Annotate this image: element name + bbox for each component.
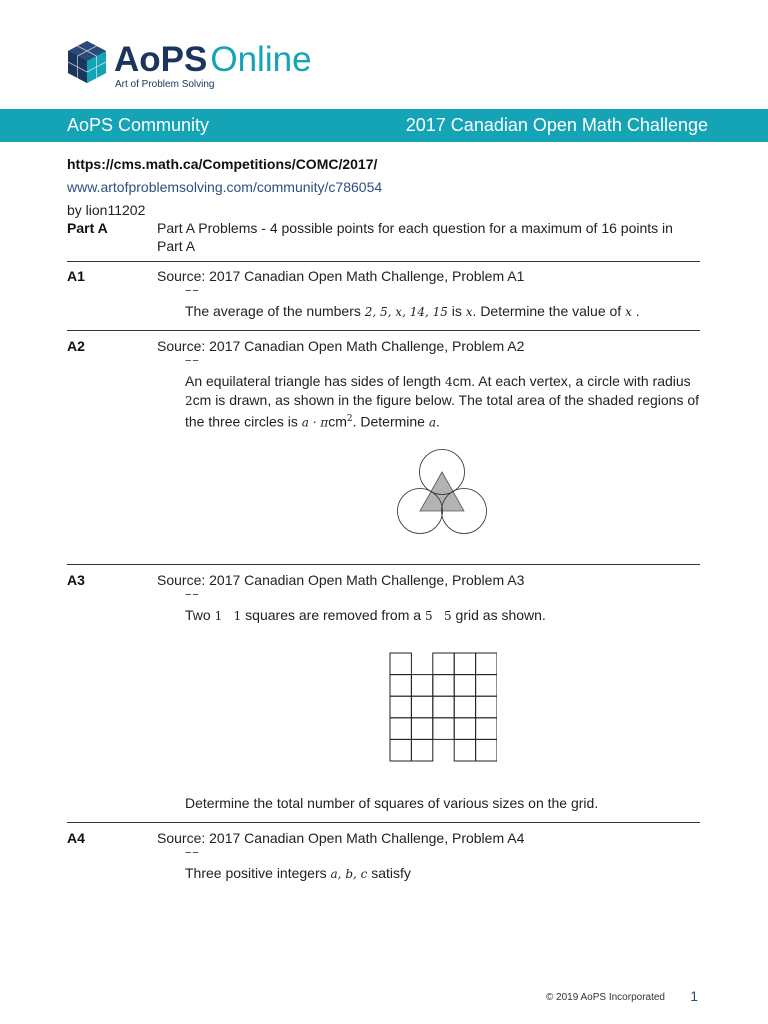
text: the three circles is bbox=[185, 413, 302, 430]
problem-statement bbox=[185, 606, 700, 625]
problem-source: Source: 2017 Canadian Open Math Challenge, Problem A1 bbox=[157, 268, 525, 284]
divider bbox=[67, 564, 700, 565]
text: Two bbox=[185, 607, 215, 623]
circles-triangle-figure bbox=[392, 443, 492, 543]
problem-statement bbox=[185, 302, 700, 321]
math-var: a bbox=[428, 415, 437, 430]
grid-cell bbox=[411, 718, 432, 740]
problem-a3 bbox=[67, 571, 700, 816]
header-banner bbox=[0, 109, 768, 142]
text: is bbox=[447, 303, 466, 319]
math-numbers: 2, 5, x, 14, 15 bbox=[364, 305, 448, 319]
problem-source: Source: 2017 Canadian Open Math Challenge, Problem A2 bbox=[157, 338, 525, 354]
text: . Determine bbox=[352, 413, 429, 430]
grid-cell bbox=[454, 653, 475, 675]
text: satisfy bbox=[367, 865, 411, 881]
grid-cell bbox=[454, 696, 475, 718]
grid-cell bbox=[433, 696, 454, 718]
separator-dash: −− bbox=[185, 285, 200, 297]
math-var: x bbox=[465, 305, 473, 319]
community-link[interactable]: www.artofproblemsolving.com/community/c786054 bbox=[67, 179, 383, 195]
text: An equilateral triangle has sides of length bbox=[185, 373, 445, 389]
separator-dash: −− bbox=[185, 355, 200, 367]
contest-title: 2017 Canadian Open Math Challenge bbox=[405, 115, 708, 135]
grid-cell bbox=[433, 718, 454, 740]
text: . bbox=[631, 303, 640, 319]
math-expr: a, b, c bbox=[330, 867, 368, 881]
grid-cell bbox=[454, 675, 475, 697]
grid-cell bbox=[454, 739, 475, 761]
problem-statement bbox=[185, 372, 700, 432]
brand-wordmark bbox=[114, 40, 312, 80]
community-title: AoPS Community bbox=[67, 115, 210, 135]
grid-cell bbox=[476, 739, 497, 761]
problem-a2 bbox=[67, 337, 700, 557]
aops-logo bbox=[66, 37, 326, 93]
math-number: 4 bbox=[444, 375, 453, 389]
math-expr: 5 5 bbox=[424, 609, 452, 623]
math-expr: a · π bbox=[301, 415, 329, 430]
problem-source: Source: 2017 Canadian Open Math Challenge, Problem A3 bbox=[157, 572, 525, 588]
grid-cell bbox=[390, 696, 411, 718]
problem-question: Determine the total number of squares of various sizes on the grid. bbox=[185, 795, 599, 811]
grid-cell bbox=[390, 739, 411, 761]
text: cm is drawn, as shown in the figure below. The total area of the shaded regions of bbox=[192, 392, 700, 408]
grid-cell bbox=[433, 653, 454, 675]
aops-cube-icon bbox=[66, 39, 108, 85]
grid-cell bbox=[454, 718, 475, 740]
grid-cell bbox=[476, 718, 497, 740]
problem-a4 bbox=[67, 829, 700, 889]
grid-cell bbox=[390, 718, 411, 740]
grid-cell bbox=[433, 675, 454, 697]
problem-statement bbox=[185, 864, 700, 883]
part-a-section bbox=[67, 219, 700, 255]
brand-tagline: Art of Problem Solving bbox=[115, 79, 215, 90]
text: squares are removed from a bbox=[241, 607, 425, 623]
text: cm. At each vertex, a circle with radius bbox=[452, 373, 691, 389]
grid-cell bbox=[411, 696, 432, 718]
math-sup: 2 bbox=[346, 414, 353, 424]
brand-light: Online bbox=[210, 40, 312, 79]
grid-cell bbox=[476, 696, 497, 718]
separator-dash: −− bbox=[185, 589, 200, 601]
part-a-text: Part A Problems - 4 possible points for each question for a maximum of 16 points in Part A bbox=[157, 220, 673, 254]
math-number: 2 bbox=[185, 394, 193, 408]
grid-cell bbox=[390, 653, 411, 675]
copyright: © 2019 AoPS Incorporated bbox=[545, 992, 665, 1003]
math-var: x bbox=[625, 305, 632, 319]
text: . bbox=[436, 413, 440, 430]
divider bbox=[67, 330, 700, 331]
text: cm bbox=[328, 413, 347, 430]
text: Three positive integers bbox=[185, 865, 331, 881]
part-a-label: Part A bbox=[67, 220, 108, 236]
grid-figure bbox=[389, 652, 497, 763]
problem-source: Source: 2017 Canadian Open Math Challenge, Problem A4 bbox=[157, 830, 525, 846]
grid-cell bbox=[411, 675, 432, 697]
separator-dash: −− bbox=[185, 847, 200, 859]
problem-label: A3 bbox=[67, 572, 85, 588]
problem-label: A2 bbox=[67, 338, 85, 354]
problem-label: A4 bbox=[67, 830, 85, 846]
competition-url[interactable]: https://cms.math.ca/Competitions/COMC/2017/ bbox=[67, 156, 378, 172]
math-expr: 1 1 bbox=[214, 609, 242, 623]
grid-cell bbox=[411, 739, 432, 761]
page-number: 1 bbox=[690, 988, 698, 1004]
grid-cell bbox=[476, 653, 497, 675]
author-line: by lion11202 bbox=[67, 202, 146, 218]
divider bbox=[67, 822, 700, 823]
divider bbox=[67, 261, 700, 262]
grid-cell bbox=[476, 675, 497, 697]
grid-cell bbox=[390, 675, 411, 697]
text: The average of the numbers bbox=[185, 303, 365, 319]
problem-label: A1 bbox=[67, 268, 85, 284]
text: grid as shown. bbox=[451, 607, 546, 623]
brand-bold: AoPS bbox=[114, 40, 208, 79]
problem-a1 bbox=[67, 267, 700, 323]
text: . Determine the value of bbox=[472, 303, 626, 319]
